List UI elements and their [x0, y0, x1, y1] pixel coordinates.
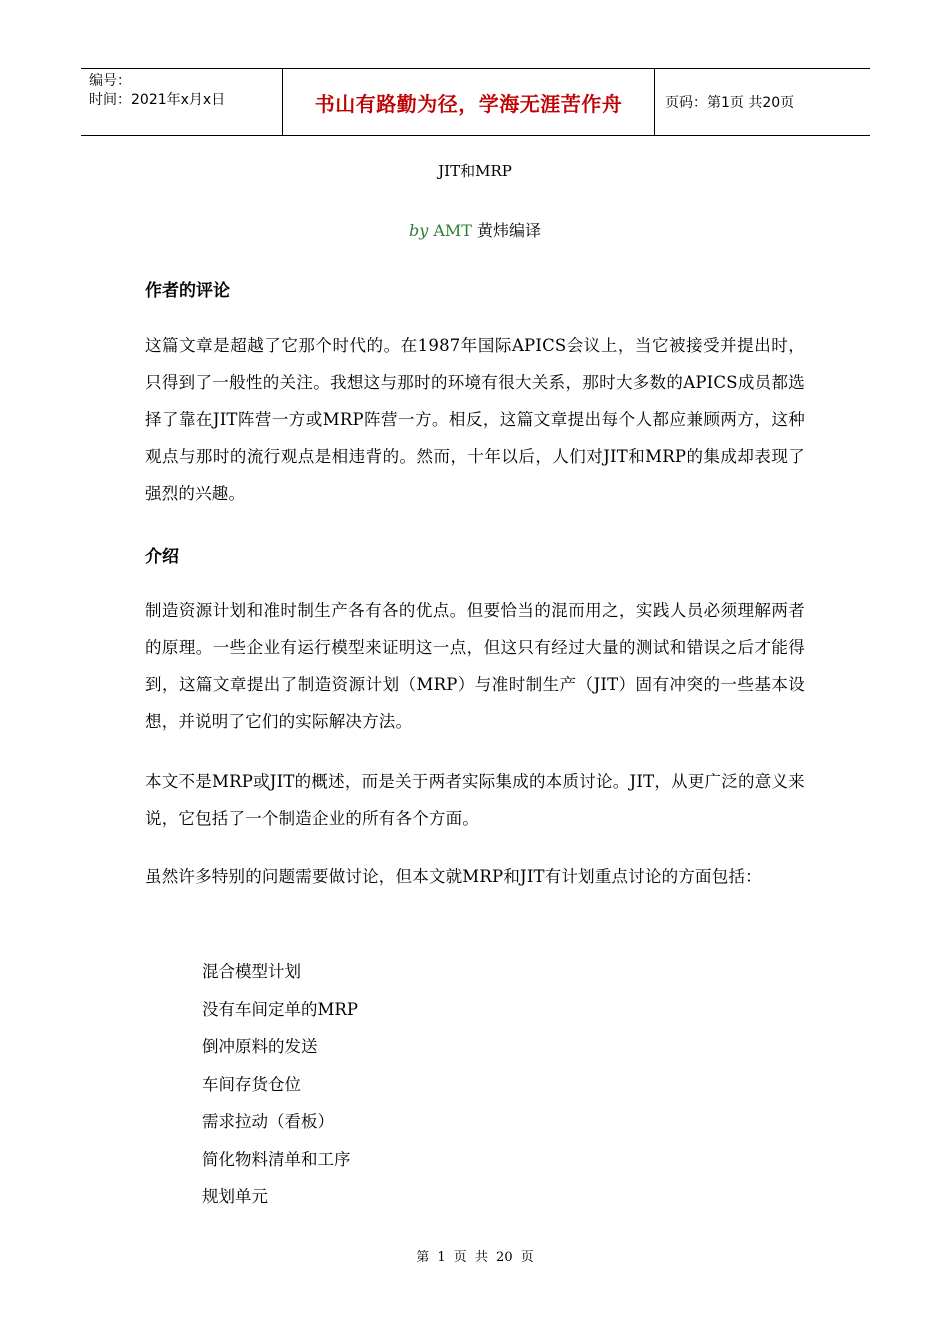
- list-item: 规划单元: [202, 1187, 268, 1206]
- intro-heading: 介绍: [145, 547, 179, 567]
- list-item: 车间存货仓位: [202, 1074, 301, 1094]
- header-meta: [81, 69, 282, 135]
- header-motto: 书山有路勤为径，学海无涯苦作舟: [282, 69, 655, 135]
- list-item: 没有车间定单的MRP: [202, 999, 358, 1019]
- byline-by: by: [408, 221, 429, 240]
- comment-heading: 作者的评论: [145, 281, 230, 301]
- document-number-label: 编号：: [89, 73, 131, 89]
- document-title: JIT和MRP: [438, 162, 512, 180]
- comment-paragraph: 这篇文章是超越了它那个时代的。在1987年国际APICS会议上，当它被接受并提出时，只得到了一般性的关注。我想这与那时的环境有很大关系，那时大多数的APICS成员都选择了靠在JIT阵营一方或MRP阵营一方。相反，这篇文章提出每个人都应兼顾两方，这种观点与那时的流行观点是相违背的。然而，十年以后，人们对JIT和MRP的集成却表现了强烈的兴趣。: [145, 336, 805, 503]
- page-footer: 第 1 页 共 20 页: [416, 1250, 534, 1265]
- intro-paragraph-2: 本文不是MRP或JIT的概述，而是关于两者实际集成的本质讨论。JIT，从更广泛的意义来说，它包括了一个制造企业的所有各个方面。: [145, 772, 805, 828]
- list-item: 混合模型计划: [202, 962, 301, 981]
- list-item: 倒冲原料的发送: [202, 1037, 318, 1056]
- page-header: [81, 68, 870, 136]
- intro-paragraph-3: 虽然许多特别的问题需要做讨论，但本文就MRP和JIT有计划重点讨论的方面包括：: [145, 867, 762, 886]
- list-item: 简化物料清单和工序: [202, 1149, 351, 1169]
- byline-org: AMT: [433, 221, 472, 240]
- topic-list: [202, 953, 358, 1216]
- byline: [0, 218, 950, 241]
- intro-paragraph-1: 制造资源计划和准时制生产各有各的优点。但要恰当的混而用之，实践人员必须理解两者的原理。一些企业有运行模型来证明这一点，但这只有经过大量的测试和错误之后才能得到，这篇文章提出了制造资源计划（MRP）与准时制生产（JIT）固有冲突的一些基本设想，并说明了它们的实际解决方法。: [145, 601, 805, 731]
- document-time-label: 时间：2021年x月x日: [89, 92, 226, 108]
- header-page-info: 页码：第1页 共20页: [665, 95, 795, 111]
- byline-translator: 黄炜编译: [477, 221, 542, 240]
- list-item: 需求拉动（看板）: [202, 1112, 334, 1131]
